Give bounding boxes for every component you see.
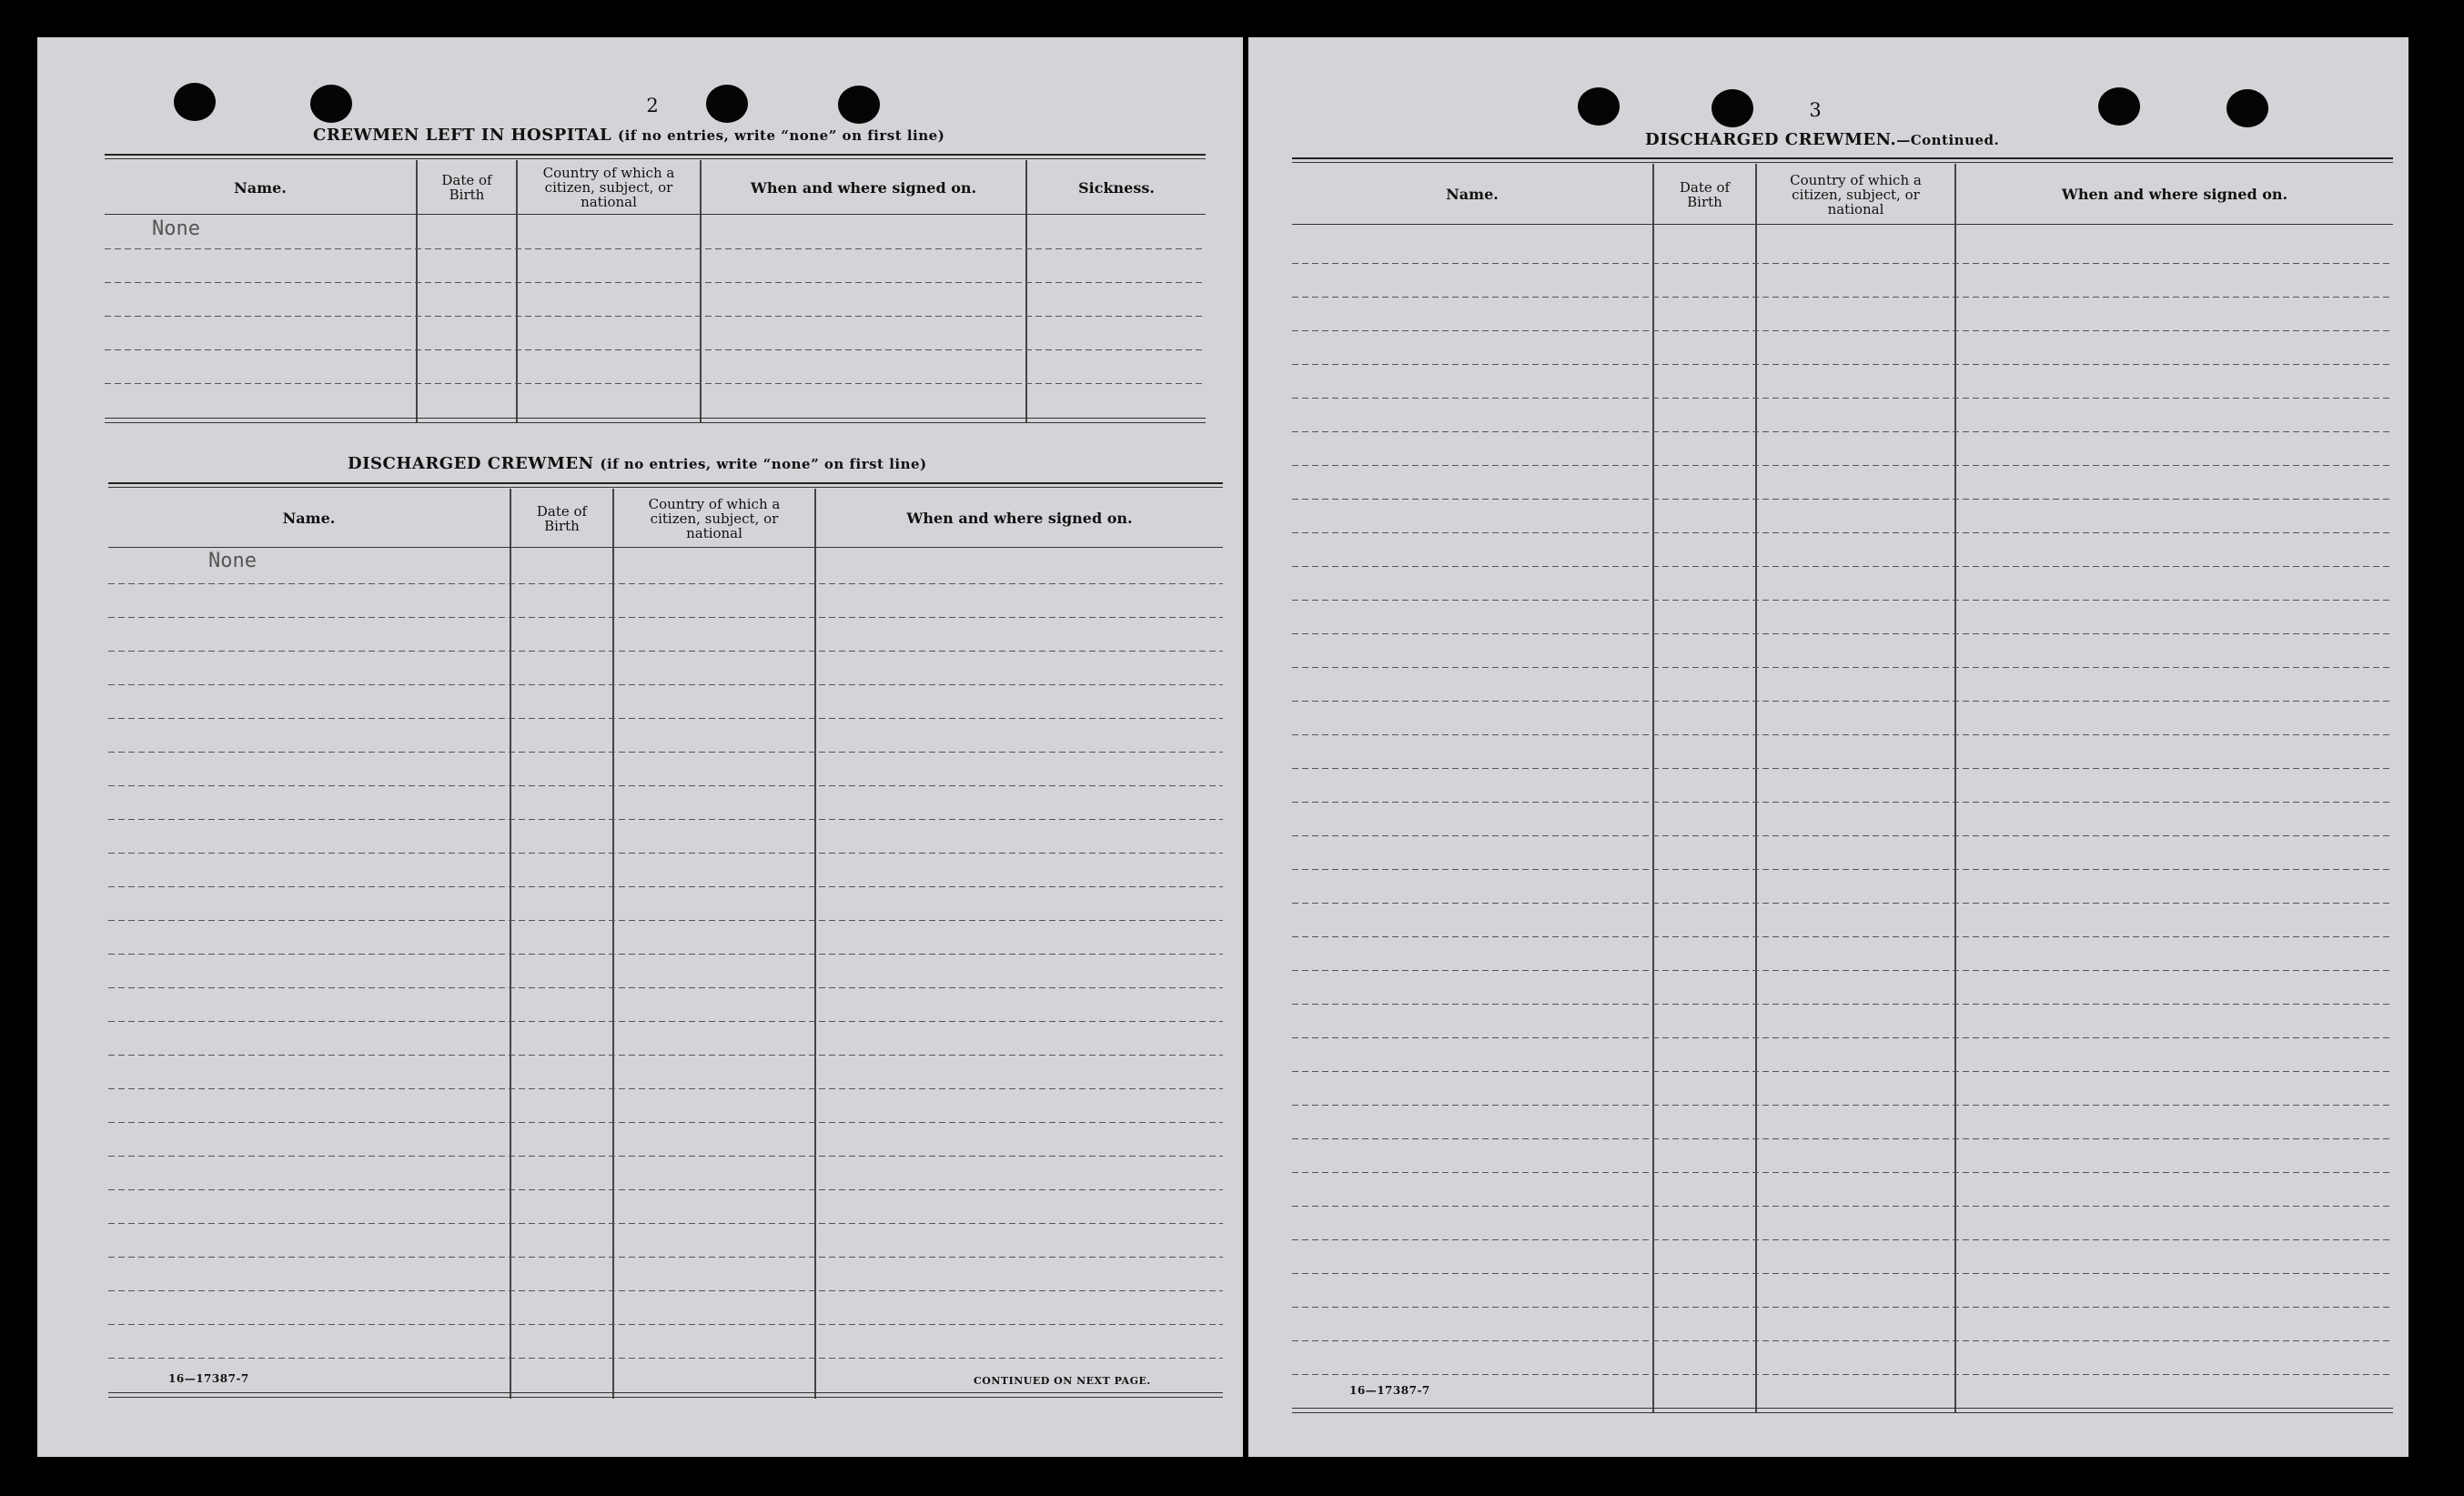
punch-hole [706,85,748,123]
left-page [37,37,1243,1457]
col-header-signed-on: When and where signed on. [750,178,977,197]
hospital-instruction: (if no entries, write “none” on first line) [618,127,945,144]
form-code: 16—17387-7 [1349,1384,1430,1397]
page-number: 3 [1809,99,1822,121]
continued-title-text: DISCHARGED CREWMEN. [1645,130,1897,149]
right-page [1248,37,2408,1457]
col-header-country: Country of which a citizen, subject, or national [648,495,781,541]
punch-hole [310,85,352,123]
col-header-signed-on: When and where signed on. [2061,186,2288,203]
punch-hole [1712,89,1753,127]
hospital-title-text: CREWMEN LEFT IN HOSPITAL [313,126,612,145]
punch-hole [2227,89,2268,127]
col-header-name: Name. [1446,186,1499,203]
discharged-first-entry: None [208,550,257,572]
col-header-name: Name. [282,510,336,527]
hospital-section-title [313,126,944,145]
hospital-first-entry: None [152,217,200,240]
discharged-section-title [348,454,927,473]
page-number: 2 [646,95,659,116]
continued-title-suffix: —Continued. [1896,132,2000,148]
discharged-table [108,482,1223,1403]
continued-section-title [1645,130,1999,149]
col-header-date-of-birth: Date of Birth [441,172,492,203]
col-header-country: Country of which a citizen, subject, or national [542,165,675,210]
discharged-continued-table [1292,157,2393,1418]
discharged-title-text: DISCHARGED CREWMEN [348,454,594,473]
form-code: 16—17387-7 [168,1372,249,1385]
col-header-date-of-birth: Date of Birth [536,502,588,534]
punch-hole [174,83,216,121]
col-header-name: Name. [234,178,287,197]
col-header-signed-on: When and where signed on. [906,510,1133,527]
hospital-table [105,154,1206,427]
punch-hole [1578,87,1620,126]
col-header-country: Country of which a citizen, subject, or national [1790,171,1922,217]
col-header-date-of-birth: Date of Birth [1679,178,1731,210]
col-header-sickness: Sickness. [1078,178,1155,197]
punch-hole [838,86,880,124]
continued-note: CONTINUED ON NEXT PAGE. [974,1375,1151,1387]
discharged-instruction: (if no entries, write “none” on first line) [600,456,927,472]
punch-hole [2098,87,2140,126]
